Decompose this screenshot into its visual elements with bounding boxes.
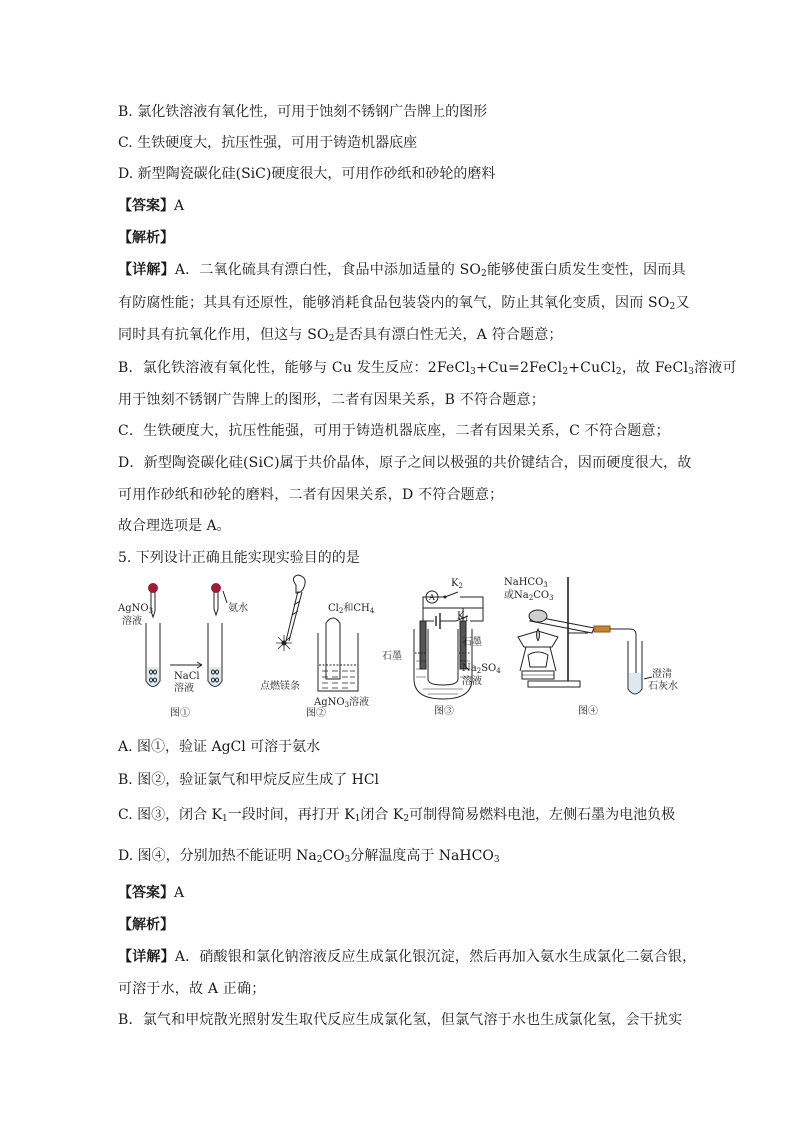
fig3-graphite-left-label: 石墨 [382,651,402,662]
fig4-nahco3-label: NaHCO$_3$ [504,577,548,589]
detail-label: 【详解】 [118,949,175,965]
q4-answer [118,196,184,216]
fig3-ammeter-label: A [429,593,435,602]
answer-value: A [174,885,185,901]
subscript: 3 [470,367,476,377]
text-run: 闭合 K [360,807,404,823]
text-run: B．氯化铁溶液有氧化性，能够与 Cu 发生反应：2FeCl [118,360,471,376]
q4-conclusion: 故合理选项是 A。 [118,518,231,534]
fig2-beaker-label: AgNO$_3$溶液 [314,697,370,709]
answer-label: 【答案】 [118,198,174,214]
fig3-k2-label: $K_2$ [451,578,463,590]
fig1-caption: 图① [170,708,190,719]
text-run: +Cu=2FeCl [475,360,563,376]
rubber-stopper [594,626,610,632]
subscript: 1 [222,814,228,824]
stand-base [528,681,580,687]
q4-detail-d-line2: 可用作砂纸和砂轮的磨料，二者有因果关系，D 不符合题意； [118,487,504,503]
dropper-tube [214,592,218,615]
q5-stem: 5. 下列设计正确且能实现实验目的的是 [118,550,360,566]
fig1-agno3-label: AgNO$_3$ [118,603,154,615]
inverted-tube [326,618,340,679]
solid-powder [529,610,547,622]
fig2-gases-label: $Cl_2$和$CH_4$ [328,603,375,615]
text-run: CO [322,848,345,864]
fig3-caption: 图③ [434,706,454,717]
answer-label: 【答案】 [118,885,174,901]
fig2-apparatus [276,575,358,691]
text-run: 同时具有抗氧化作用，但这与 SO [118,327,329,343]
text-run: 溶液可 [694,360,737,376]
text-run: 一段时间，再打开 K [227,807,355,823]
switch-k2 [445,592,458,597]
beaker [318,633,358,691]
subscript: 2 [403,814,410,824]
text-run: 能够使蛋白质发生变性，因而具 [486,262,686,278]
q4-detail-b-line1 [118,358,737,378]
q4-option-d: D. 新型陶瓷碳化硅(SiC)硬度很大，可用作砂纸和砂轮的磨料 [118,166,496,182]
text-run: A．硝酸银和氯化钠溶液反应生成氯化银沉淀，然后再加入氨水生成氯化二氨合银， [174,949,697,965]
fig3-electrolyte-solution-label: 溶液 [462,676,482,687]
battery-icon [436,613,440,629]
subscript: 2 [669,302,676,312]
text-run: 可制得简易燃料电池，左侧石墨为电池负极 [409,807,676,823]
text-run: 又 [675,295,690,311]
subscript: 2 [328,334,335,344]
q4-option-b: B. 氯化铁溶液有氧化性，可用于蚀刻不锈钢广告牌上的图形 [118,104,488,120]
hand-icon [293,575,305,593]
q5-option-b: B. 图②，验证氯气和甲烷反应生成了 HCl [118,772,380,788]
fig3-k1-label: $K_1$ [457,611,469,623]
q4-detail-c: C．生铁硬度大，抗压性能强，可用于铸造机器底座，二者有因果关系，C 不符合题意； [118,423,670,439]
fig4-limewater-label-2: 石灰水 [648,681,678,692]
q4-detail-a-line1 [118,260,686,280]
subscript: 2 [316,855,323,865]
subscript: 3 [344,855,351,865]
dropper-bulb [149,584,158,593]
fig1-ammonia-label: 氨水 [228,603,248,614]
q4-analysis-label [118,228,174,248]
text-run: D. 图④，分别加热不能证明 Na [118,848,317,864]
fig3-graphite-right-label: 石墨 [462,637,482,648]
text-run: 分解温度高于 NaHCO [350,848,494,864]
subscript: 3 [688,367,695,377]
fig4-limewater-label-1: 澄清 [652,669,672,680]
text-run: ，故 FeCl [621,360,689,376]
subscript: 2 [481,269,487,279]
answer-value: A [174,198,185,214]
q5-option-c [118,805,675,825]
text-run: +CuCl [568,360,616,376]
q5-detail-b-line1: B．氯气和甲烷散光照射发生取代反应生成氯化氢，但氯气溶于水也生成氯化氢，会干扰实 [118,1012,683,1028]
subscript: 3 [493,855,500,865]
fig3-electrolyte-label: $Na_2SO_4$ [462,663,501,675]
q5-option-d [118,846,500,866]
text-run: 有防腐性能；其具有还原性，能够消耗食品包装袋内的氧气，防止其氧化变质，因而 SO [118,295,670,311]
fig4-na2co3-label: 或$Na_2CO_3$ [504,590,554,602]
q5-analysis-label [118,915,174,935]
fig2-strip-label: 点燃镁条 [260,681,300,692]
subscript: 1 [354,814,361,824]
q4-detail-a-line2 [118,293,690,313]
text-run: A．二氧化硫具有漂白性，食品中添加适量的 SO [174,262,482,278]
fig4-caption: 图④ [578,706,598,717]
analysis-label: 【解析】 [118,230,174,246]
text-run: 是否具有漂白性无关，A 符合题意； [334,327,563,343]
dropper-bulb [212,584,221,593]
flame-icon [537,629,540,641]
subscript: 2 [562,367,569,377]
q5-option-a: A. 图①，验证 AgCl 可溶于氨水 [118,739,321,755]
u-tube-inner [428,629,458,685]
q5-answer [118,883,184,903]
alcohol-lamp [528,652,548,667]
q4-detail-a-line3 [118,325,563,345]
analysis-label: 【解析】 [118,917,174,933]
fig1-nacl-label: NaCl [174,671,200,682]
q5-figure [118,571,678,723]
fig1-solution-label: 溶液 [122,616,142,627]
fig2-caption: 图② [306,708,326,719]
spark-icon [276,635,292,651]
q4-option-c: C. 生铁硬度大，抗压性强，可用于铸造机器底座 [118,135,418,151]
q5-detail-a-line2: 可溶于水，故 A 正确； [118,981,266,997]
label-leader [223,591,227,603]
fig1-nacl-solution-label: 溶液 [174,683,194,694]
subscript: 2 [615,367,622,377]
q4-detail-b-line2: 用于蚀刻不锈钢广告牌上的图形，二者有因果关系，B 不符合题意； [118,392,545,408]
q5-figure-svg [118,571,678,723]
text-run: C. 图③，闭合 K [118,807,223,823]
q4-detail-d-line1: D．新型陶瓷碳化硅(SiC)属于共价晶体，原子之间以极强的共价键结合，因而硬度很大，故 [118,455,692,471]
detail-label: 【详解】 [118,262,175,278]
tongs [286,591,302,641]
q5-detail-a-line1 [118,947,696,967]
graphite-left [420,621,426,669]
